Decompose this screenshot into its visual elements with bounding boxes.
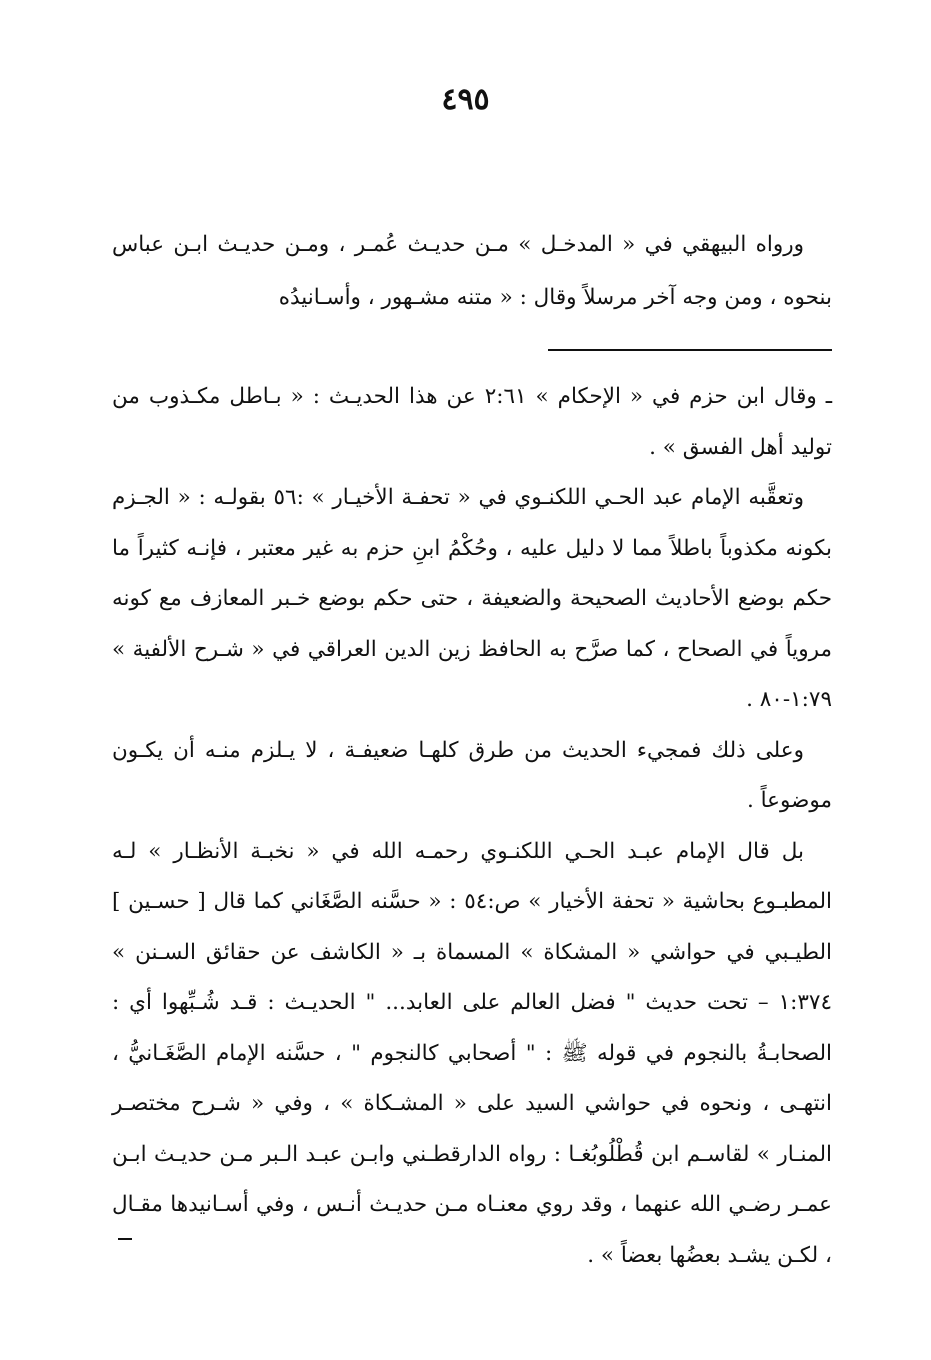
page-number: ٤٩٥ [441, 82, 490, 117]
continuation-dash [118, 1238, 132, 1240]
footnote-paragraph-1: ـ وقال ابن حزم في « الإحكام » ٢:٦١ عن هذا الحديـث : « بـاطل مكـذوب من توليد أهل الفسق » . [112, 384, 832, 460]
footnote-paragraph-3: وعلى ذلك فمجيء الحديث من طرق كلهـا ضعيفـة ، لا يـلزم منـه أن يكـون موضوعاً . [112, 737, 832, 813]
footnote-paragraph-2: وتعقَّبه الإمام عبد الحـي اللكنـوي في « تحفـة الأخيـار » :٥٦ بقولـه : « الجـزم بكونه مكذوباً باطلاً مما لا دليل عليه ، وحُكْمُ ابنِ حزم به غير معتبر ، فإنـه كثيراً ما حكم بوضع الأحاديث الصحيحة والضعيفة ، حتى حكم بوضع خـبر المعازف مع كونه مروياً في الصحاح ، كما صرَّح به الحافظ زين الدين العراقي في « شـرح الألفية » ١:٧٩-٨٠ . [112, 485, 832, 712]
footnote-separator [548, 349, 832, 351]
main-text [112, 218, 832, 324]
footnote-paragraph-4: بل قال الإمام عبـد الحـي اللكنـوي رحمـه الله في « نخبـة الأنظـار » لـه المطبـوع بحاشية « تحفة الأخيار » ص:٥٤ : « حسَّنه الصَّغَاني كما قال [ حسـين ] الطيـبي في حواشي « المشكاة » المسماة بـ « الكاشف عن حقائق السـنن » ١:٣٧٤ – تحت حديث " فضل العالم على العابد... " الحديـث : قـد شُـبِّهوا أي : الصحابـةُ بالنجوم في قوله ﷺ : " أصحابي كالنجوم " ، حسَّنه الإمام الصَّغَـانيُّ ، انتهـى ، ونحوه في حواشي السيد على « المشـكاة » ، وفي « شـرح مختصـر المنـار » لقاسـم ابن قُطْلُوبُغـا : رواه الدارقطـني وابـن عبـد الـبر مـن حديـث ابـن عمـر رضـي الله عنهما ، وقد روي معنـاه مـن حديـث أنـس ، وفي أسـانيدها مقـال ، لكـن يشـد بعضُها بعضاً » . [112, 838, 832, 1268]
footnotes [112, 372, 832, 1281]
main-paragraph: ورواه البيهقي في « المدخـل » مـن حديـث عُمـر ، ومـن حديـث ابـن عباس بنحوه ، ومن وجه آخر مرسلاً وقال : « متنه مشـهور ، وأسـانيدُه [112, 232, 832, 310]
